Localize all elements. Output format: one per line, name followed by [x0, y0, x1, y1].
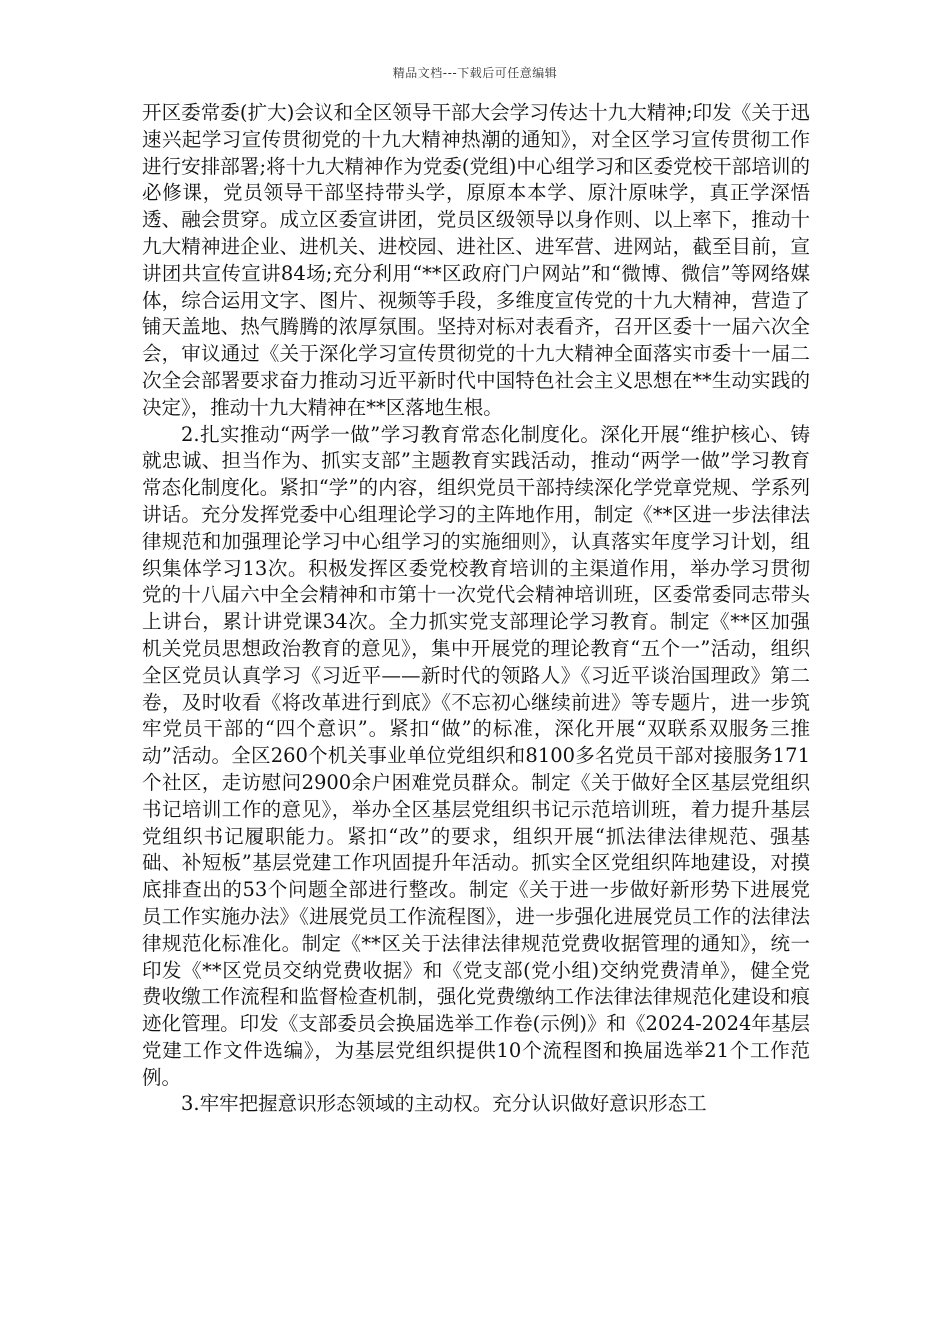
paragraph-two-learn-one-do: 2.扎实推动“两学一做”学习教育常态化制度化。深化开展“维护核心、铸就忠诚、担当作为、抓实支部”主题教育实践活动，推动“两学一做”学习教育常态化制度化。紧扣“学”的内容，组织党员干部持续深化学党章党规、学系列讲话。充分发挥党委中心组理论学习的主阵地作用，制定《**区进一步法律法律规范和加强理论学习中心组学习的实施细则》，认真落实年度学习计划，组织集体学习13次。积极发挥区委党校教育培训的主渠道作用，举办学习贯彻党的十八届六中全会精神和市第十一次党代会精神培训班，区委常委同志带头上讲台，累计讲党课34次。全力抓实党支部理论学习教育。制定《**区加强机关党员思想政治教育的意见》，集中开展党的理论教育“五个一”活动，组织全区党员认真学习《习近平——新时代的领路人》《习近平谈治国理政》第二卷，及时收看《将改革进行到底》《不忘初心继续前进》等专题片，进一步筑牢党员干部的“四个意识”。紧扣“做”的标准，深化开展“双联系双服务三推动”活动。全区260个机关事业单位党组织和8100多名党员干部对接服务171个社区，走访慰问2900余户困难党员群众。制定《关于做好全区基层党组织书记培训工作的意见》，举办全区基层党组织书记示范培训班，着力提升基层党组织书记履职能力。紧扣“改”的要求，组织开展“抓法律法律规范、强基础、补短板”基层党建工作巩固提升年活动。抓实全区党组织阵地建设，对摸底排查出的53个问题全部进行整改。制定《关于进一步做好新形势下进展党员工作实施办法》《进展党员工作流程图》，进一步强化进展党员工作的法律法律规范化标准化。制定《**区关于法律法律规范党费收据管理的通知》，统一印发《**区党员交纳党费收据》和《党支部(党小组)交纳党费清单》，健全党费收缴工作流程和监督检查机制，强化党费缴纳工作法律法律规范化建设和痕迹化管理。印发《支部委员会换届选举工作卷(示例)》和《2024-2024年基层党建工作文件选编》，为基层党组织提供10个流程图和换届选举21个工作范例。 [142, 422, 810, 1089]
page-header: 精品文档---下载后可任意编辑 [392, 66, 558, 80]
paragraph-ideology: 3.牢牢把握意识形态领域的主动权。充分认识做好意识形态工 [181, 1092, 707, 1116]
paragraph-continuation: 开区委常委(扩大)会议和全区领导干部大会学习传达十九大精神;印发《关于迅速兴起学习宣传贯彻党的十九大精神热潮的通知》，对全区学习宣传贯彻工作进行安排部署;将十九大精神作为党委(党组)中心组学习和区委党校干部培训的必修课，党员领导干部坚持带头学，原原本本学、原汁原味学，真正学深悟透、融会贯穿。成立区委宣讲团，党员区级领导以身作则、以上率下，推动十九大精神进企业、进机关、进校园、进社区、进军营、进网站，截至目前，宣讲团共宣传宣讲84场;充分利用“**区政府门户网站”和“微博、微信”等网络媒体，综合运用文字、图片、视频等手段，多维度宣传党的十九大精神，营造了铺天盖地、热气腾腾的浓厚氛围。坚持对标对表看齐，召开区委十一届六次全会，审议通过《关于深化学习宣传贯彻党的十九大精神全面落实市委十一届二次全会部署要求奋力推动习近平新时代中国特色社会主义思想在**生动实践的决定》，推动十九大精神在**区落地生根。 [142, 101, 810, 419]
document-body [142, 100, 810, 1118]
